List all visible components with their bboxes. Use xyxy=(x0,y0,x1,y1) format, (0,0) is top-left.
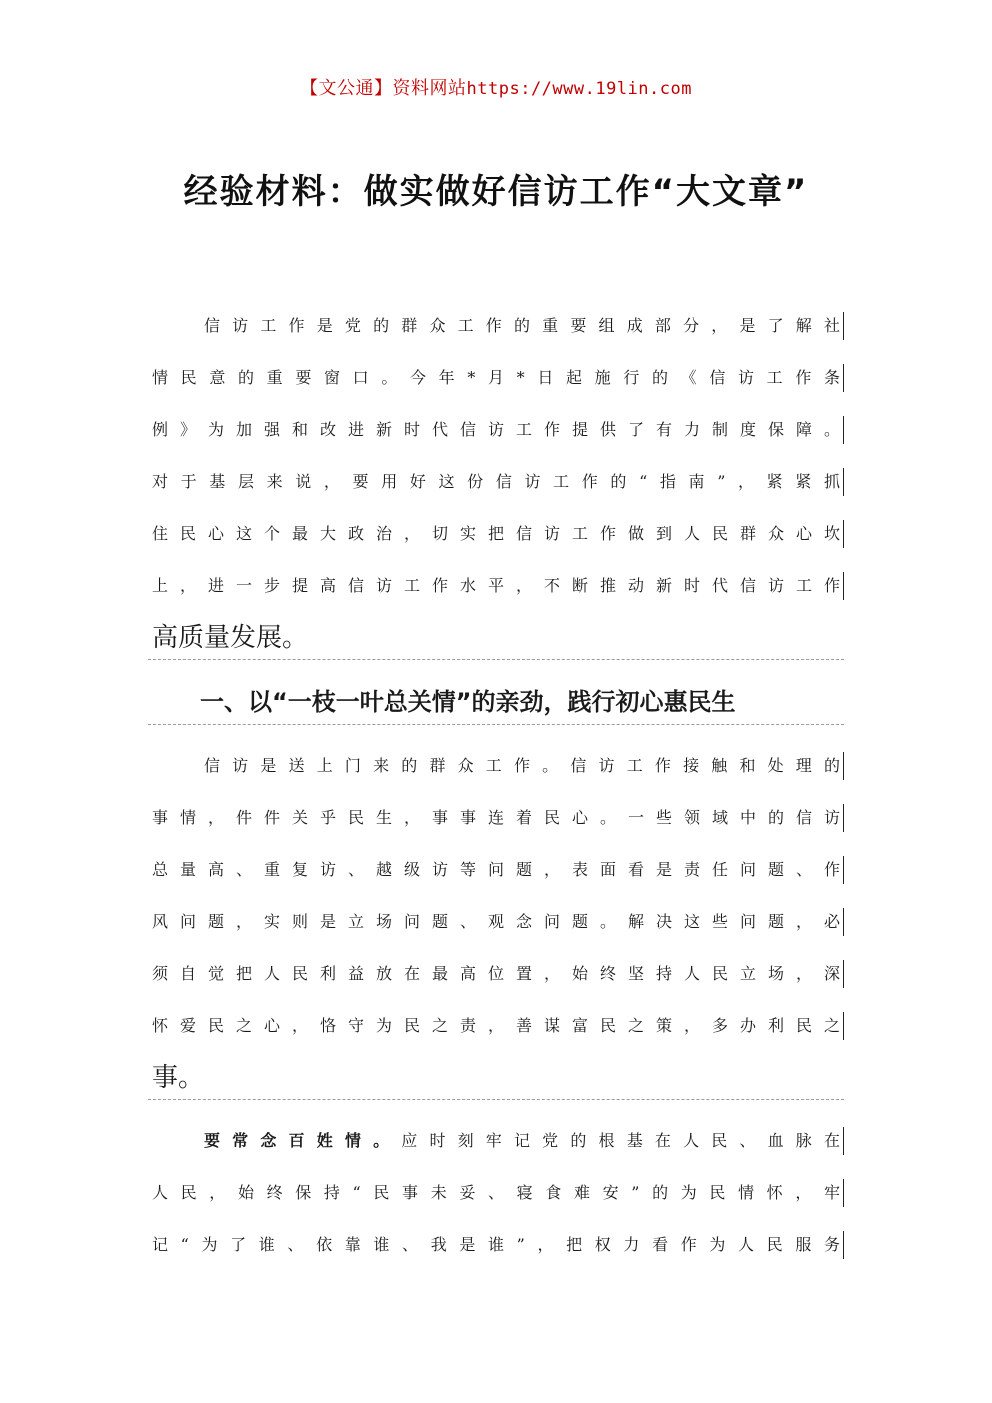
document-title: 经验材料：做实做好信访工作“大文章” xyxy=(183,172,809,212)
text-line: 住民心这个最大政治，切实把信访工作做到人民群众心坎 xyxy=(152,508,840,560)
margin-bar xyxy=(843,908,844,936)
site-url[interactable]: https://www.19lin.com xyxy=(466,79,692,99)
margin-bar xyxy=(843,572,844,600)
paragraph-section1 xyxy=(152,740,840,1104)
text-line: 信访是送上门来的群众工作。信访工作接触和处理的 xyxy=(152,740,840,792)
section-heading: 一、以“一枝一叶总关情”的亲劲，践行初心惠民生 xyxy=(200,688,736,716)
margin-bar xyxy=(843,1012,844,1040)
margin-bar xyxy=(843,1179,844,1207)
text-line: 上，进一步提高信访工作水平，不断推动新时代信访工作 xyxy=(152,560,840,612)
text-line: 怀爱民之心，恪守为民之责，善谋富民之策，多办利民之 xyxy=(152,1000,840,1052)
margin-bar xyxy=(843,752,844,780)
text-line: 信访工作是党的群众工作的重要组成部分，是了解社 xyxy=(152,300,840,352)
paragraph-divider xyxy=(148,724,844,725)
text-line: 记“为了谁、依靠谁、我是谁”，把权力看作为人民服务 xyxy=(152,1219,840,1271)
lead-phrase: 要常念百姓情。 xyxy=(204,1131,402,1150)
site-brand: 【文公通】资料网站 xyxy=(300,78,467,99)
margin-bar xyxy=(843,960,844,988)
margin-bar xyxy=(843,856,844,884)
text-line: 例》为加强和改进新时代信访工作提供了有力制度保障。 xyxy=(152,404,840,456)
margin-bar xyxy=(843,468,844,496)
margin-bar xyxy=(843,1127,844,1155)
text-line: 事。 xyxy=(152,1063,205,1093)
text-line: 情民意的重要窗口。今年*月*日起施行的《信访工作条 xyxy=(152,352,840,404)
text-line: 要常念百姓情。应时刻牢记党的根基在人民、血脉在 xyxy=(152,1115,840,1167)
margin-bar xyxy=(843,312,844,340)
text-line: 事情，件件关乎民生，事事连着民心。一些领域中的信访 xyxy=(152,792,840,844)
margin-bar xyxy=(843,520,844,548)
paragraph-divider xyxy=(148,1099,844,1100)
text-line: 对于基层来说，要用好这份信访工作的“指南”，紧紧抓 xyxy=(152,456,840,508)
margin-bar xyxy=(843,804,844,832)
text-line: 人民，始终保持“民事未妥、寝食难安”的为民情怀，牢 xyxy=(152,1167,840,1219)
text-line: 高质量发展。 xyxy=(152,623,309,653)
text-line: 须自觉把人民利益放在最高位置，始终坚持人民立场，深 xyxy=(152,948,840,1000)
paragraph-intro xyxy=(152,300,840,664)
margin-bar xyxy=(843,1231,844,1259)
site-header xyxy=(0,74,992,100)
margin-bar xyxy=(843,364,844,392)
margin-bar xyxy=(843,416,844,444)
paragraph-divider xyxy=(148,659,844,660)
paragraph-people xyxy=(152,1115,840,1271)
text-line: 总量高、重复访、越级访等问题，表面看是责任问题、作 xyxy=(152,844,840,896)
text-line: 风问题，实则是立场问题、观念问题。解决这些问题，必 xyxy=(152,896,840,948)
